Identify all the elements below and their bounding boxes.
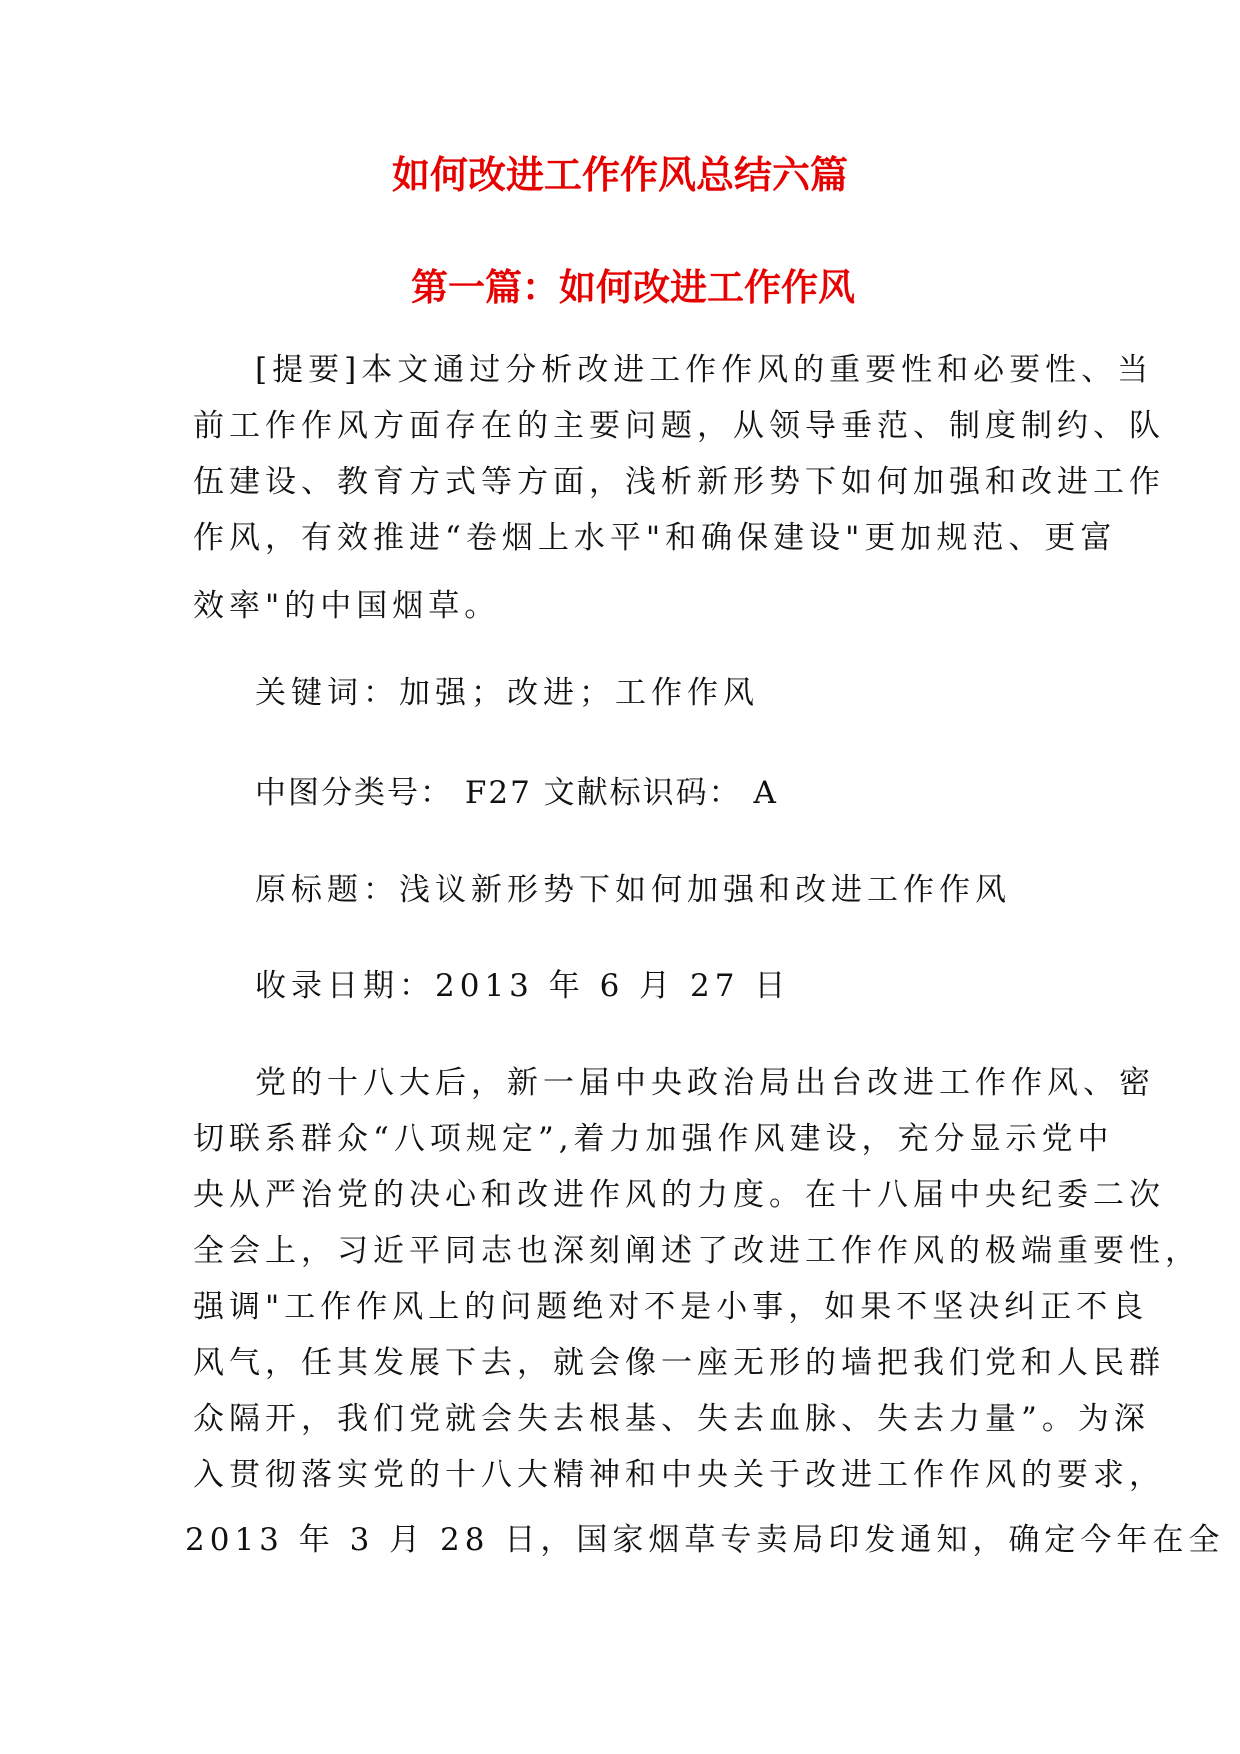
abstract-line: 作风，有效推进“卷烟上水平"和确保建设"更加规范、更富 (193, 520, 1117, 556)
body-line: 党的十八大后，新一届中央政治局出台改进工作作风、密 (255, 1065, 1155, 1101)
abstract-line: 效率"的中国烟草。 (193, 588, 501, 624)
keywords: 关键词：加强；改进；工作作风 (255, 675, 759, 711)
classification-code: 中图分类号： F27 文献标识码： A (255, 775, 778, 811)
body-line: 切联系群众“八项规定”,着力加强作风建设，充分显示党中 (193, 1121, 1114, 1157)
original-title: 原标题：浅议新形势下如何加强和改进工作作风 (255, 872, 1011, 908)
section-title: 第一篇：如何改进工作作风 (411, 265, 855, 309)
body-line: 全会上，习近平同志也深刻阐述了改进工作作风的极端重要性， (193, 1233, 1201, 1269)
body-line: 众隔开，我们党就会失去根基、失去血脉、失去力量”。为深 (193, 1401, 1150, 1437)
abstract-line: 前工作作风方面存在的主要问题，从领导垂范、制度制约、队 (193, 408, 1165, 444)
abstract-line: [提要]本文通过分析改进工作作风的重要性和必要性、当 (255, 352, 1154, 388)
body-line: 强调"工作作风上的问题绝对不是小事，如果不坚决纠正不良 (193, 1289, 1149, 1325)
body-line: 央从严治党的决心和改进作风的力度。在十八届中央纪委二次 (193, 1177, 1165, 1213)
abstract-line: 伍建设、教育方式等方面，浅析新形势下如何加强和改进工作 (193, 464, 1165, 500)
body-line: 入贯彻落实党的十八大精神和中央关于改进工作作风的要求， (193, 1457, 1165, 1493)
body-line: 风气，任其发展下去，就会像一座无形的墙把我们党和人民群 (193, 1345, 1165, 1381)
received-date: 收录日期：2013 年 6 月 27 日 (255, 968, 791, 1004)
body-line: 2013 年 3 月 28 日，国家烟草专卖局印发通知，确定今年在全 (185, 1522, 1225, 1558)
main-title: 如何改进工作作风总结六篇 (391, 152, 848, 197)
